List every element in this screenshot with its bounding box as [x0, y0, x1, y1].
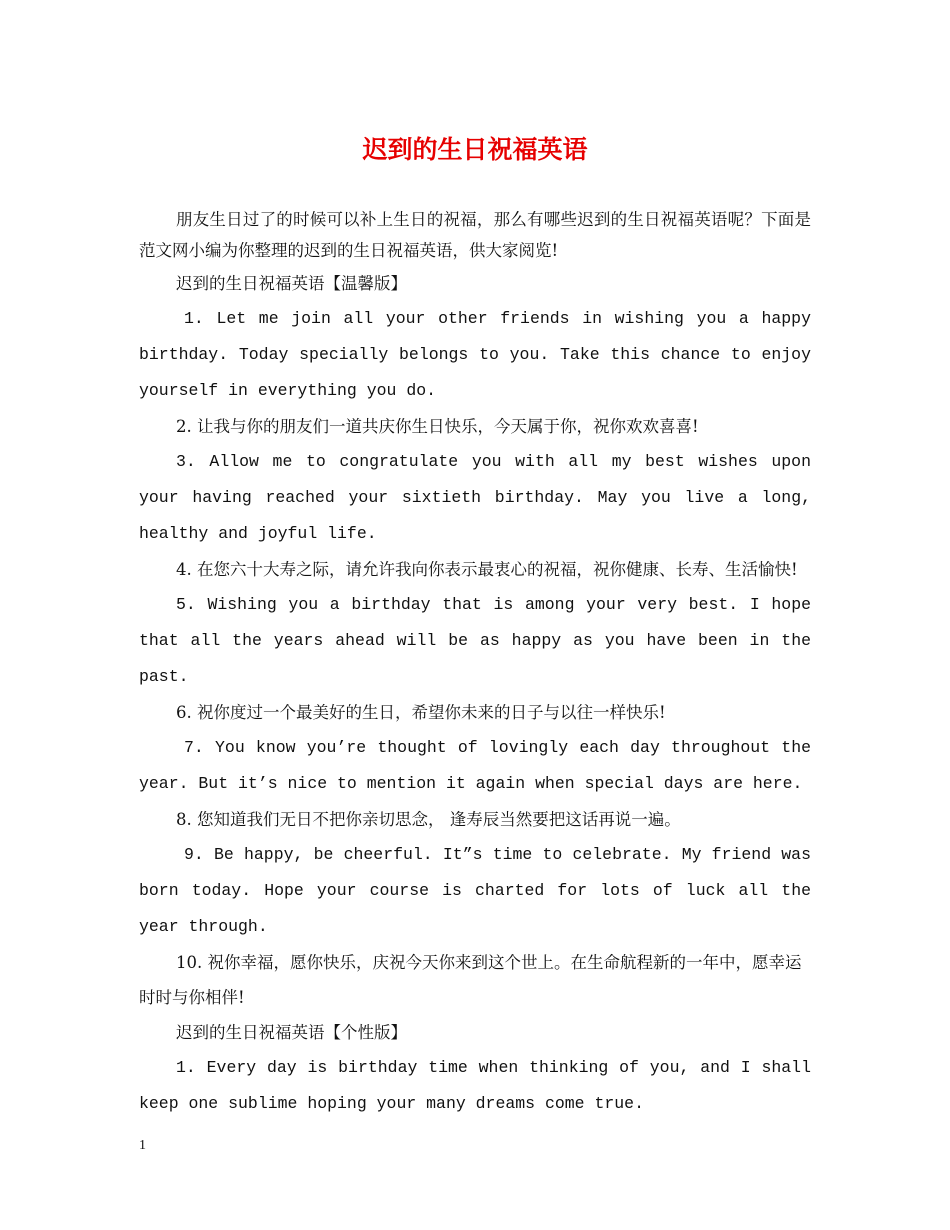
section-heading-personal: 迟到的生日祝福英语【个性版】 [176, 1023, 407, 1042]
wish-item-2-cn: 2. 让我与你的朋友们一道共庆你生日快乐，今天属于你，祝你欢欢喜喜! [176, 417, 699, 436]
wish-item-6-cn: 6. 祝你度过一个最美好的生日，希望你未来的日子与以往一样快乐! [176, 703, 666, 722]
wish-item-5-en: 5. Wishing you a birthday that is among your very best. I hope that all the years ahead will be as happy as you have been in the past. [139, 595, 811, 686]
wish-item-1-en: 1. Let me join all your other friends in wishing you a happy birthday. Today specially belongs to you. Take this chance to enjoy yourself in everything you do. [139, 309, 811, 400]
wish-item-4-cn: 4. 在您六十大寿之际，请允许我向你表示最衷心的祝福，祝你健康、长寿、生活愉快! [176, 560, 798, 579]
section-heading-warm: 迟到的生日祝福英语【温馨版】 [176, 274, 407, 293]
wish-item-10-cn: 10. 祝你幸福，愿你快乐，庆祝今天你来到这个世上。在生命航程新的一年中，愿幸运时时与你相伴! [139, 953, 802, 1007]
wish-item-11-en: 1. Every day is birthday time when thinking of you, and I shall keep one sublime hoping your many dreams come true. [139, 1058, 811, 1113]
document-body [139, 204, 811, 1122]
intro-paragraph: 朋友生日过了的时候可以补上生日的祝福，那么有哪些迟到的生日祝福英语呢？下面是范文网小编为你整理的迟到的生日祝福英语，供大家阅览! [139, 210, 811, 260]
page-title: 迟到的生日祝福英语 [362, 135, 588, 164]
wish-item-7-en: 7. You know you’re thought of lovingly each day throughout the year. But it’s nice to mention it again when special days are here. [139, 738, 811, 793]
page-number: 1 [139, 1138, 146, 1153]
wish-item-9-en: 9. Be happy, be cheerful. It”s time to celebrate. My friend was born today. Hope your course is charted for lots of luck all the year through. [139, 845, 811, 936]
wish-item-8-cn: 8. 您知道我们无日不把你亲切思念， 逢寿辰当然要把这话再说一遍。 [176, 810, 681, 829]
wish-item-3-en: 3. Allow me to congratulate you with all my best wishes upon your having reached your sixtieth birthday. May you live a long, healthy and joyful life. [139, 452, 811, 543]
